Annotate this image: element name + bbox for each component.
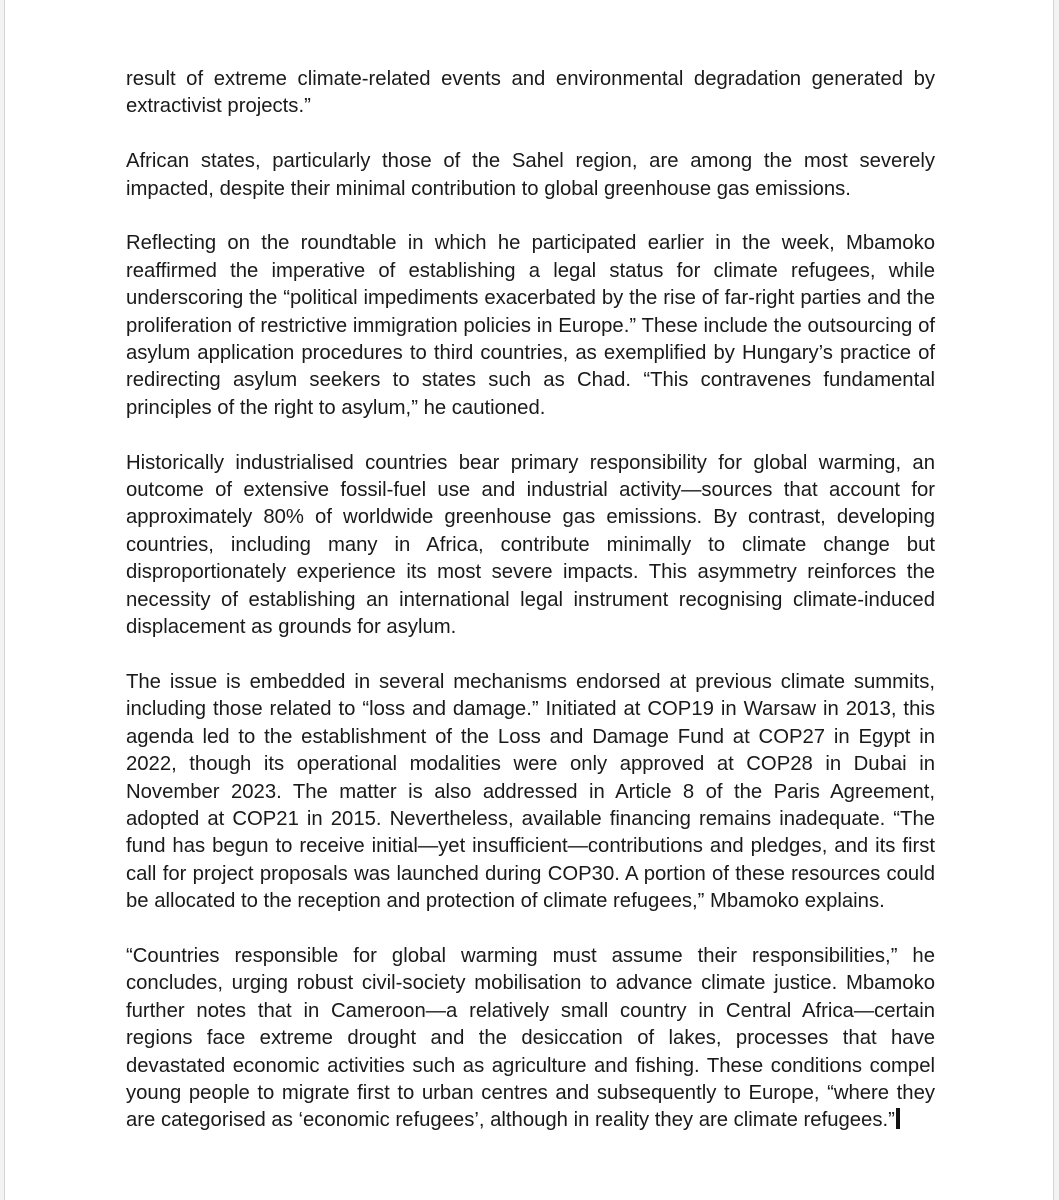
paragraph-5: The issue is embedded in several mechanisms endorsed at previous climate summits, including those related to “loss and damage.” Initiated at COP19 in Warsaw in 2013, this agenda led to the establishment of the Loss and Damage Fund at COP27 in Egypt in 2022, though its operational modalities were only approved at COP28 in Dubai in November 2023. The matter is also addressed in Article 8 of the Paris Agreement, adopted at COP21 in 2015. Nevertheless, available financing remains inadequate. “The fund has begun to receive initial—yet insufficient—contributions and pledges, and its first call for project proposals was launched during COP30. A portion of these resources could be allocated to the reception and protection of climate refugees,” Mbamoko explains. [126,670,935,913]
document-page [4,0,1054,1200]
paragraph-1: result of extreme climate-related events and environmental degradation generated by extractivist projects.” [126,68,935,118]
text-cursor [896,1108,900,1129]
paragraph-6-text: “Countries responsible for global warming must assume their responsibilities,” he concludes, urging robust civil-society mobilisation to advance climate justice. Mbamoko further notes that in Cameroon—a relatively small country in Central Africa—certain regions face extreme drought and the desiccation of lakes, processes that have devastated economic activities such as agriculture and fishing. These conditions compel young people to migrate first to urban centres and subsequently to Europe, “where they are categorised as ‘economic refugees’, although in reality they are climate refugees.” [126,944,935,1132]
paragraph-4: Historically industrialised countries bear primary responsibility for global warming, an outcome of extensive fossil-fuel use and industrial activity—sources that account for approximately 80% of worldwide greenhouse gas emissions. By contrast, developing countries, including many in Africa, contribute minimally to climate change but disproportionately experience its most severe impacts. This asymmetry reinforces the necessity of establishing an international legal instrument recognising climate-induced displacement as grounds for asylum. [126,451,935,639]
document-body[interactable] [126,66,935,1135]
paragraph-6 [126,943,935,1135]
paragraph-2: African states, particularly those of the Sahel region, are among the most severely impacted, despite their minimal contribution to global greenhouse gas emissions. [126,150,935,200]
paragraph-3: Reflecting on the roundtable in which he participated earlier in the week, Mbamoko reaffirmed the imperative of establishing a legal status for climate refugees, while underscoring the “political impediments exacerbated by the rise of far-right parties and the proliferation of restrictive immigration policies in Europe.” These include the outsourcing of asylum application procedures to third countries, as exemplified by Hungary’s practice of redirecting asylum seekers to states such as Chad. “This contravenes fundamental principles of the right to asylum,” he cautioned. [126,232,935,419]
